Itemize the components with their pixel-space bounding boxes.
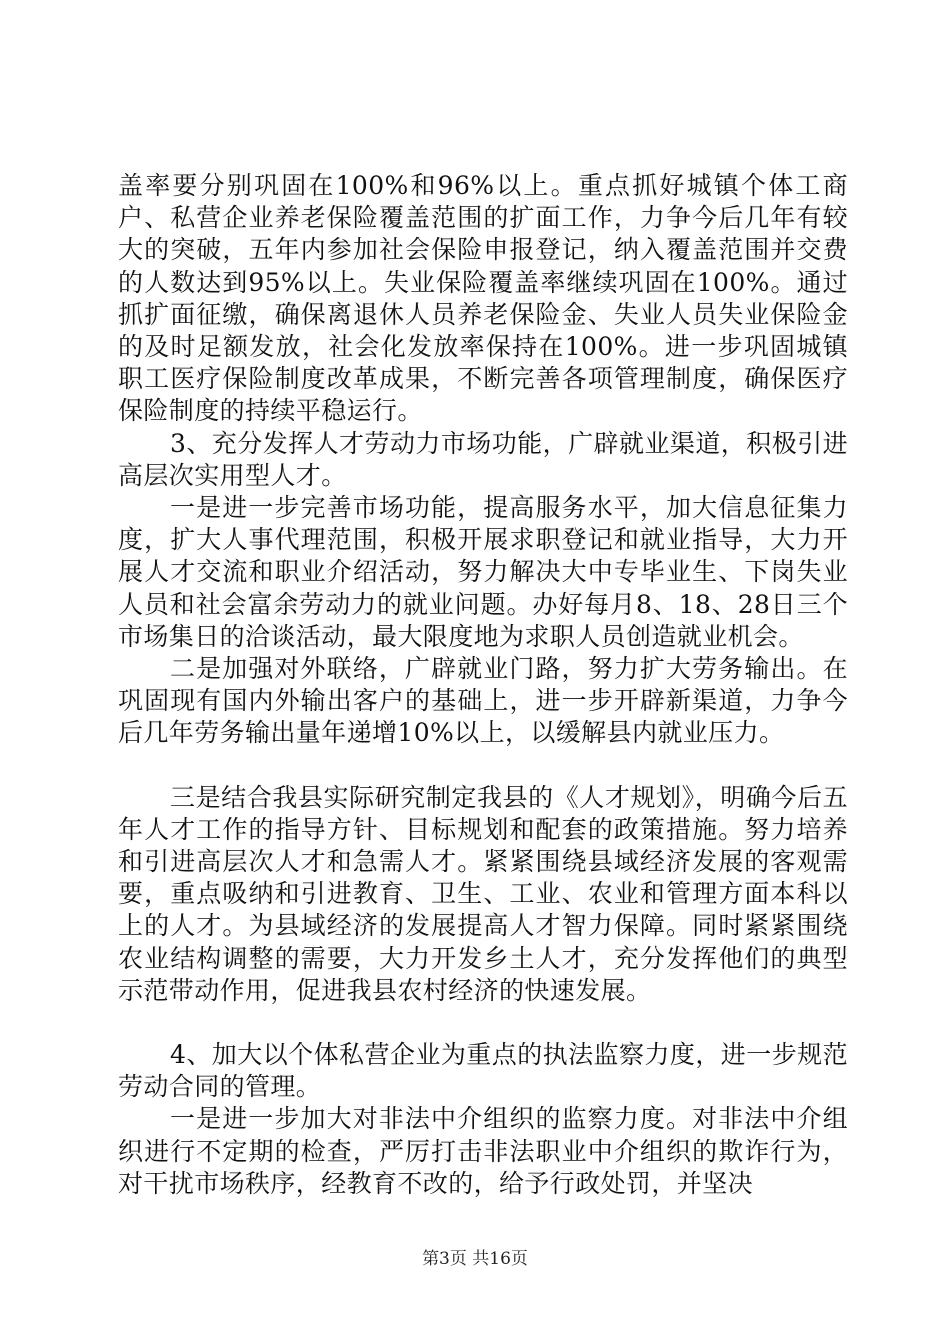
- heading-talent-market: 3、充分发挥人才劳动力市场功能，广辟就业渠道，积极引进高层次实用型人才。: [118, 428, 848, 490]
- document-body: [118, 170, 848, 1200]
- paragraph-labor-export: 二是加强对外联络，广辟就业门路，努力扩大劳务输出。在巩固现有国内外输出客户的基础上，进一步开辟新渠道，力争今后几年劳务输出量年递增10%以上，以缓解县内就业压力。: [118, 654, 848, 748]
- page-number-footer: 第3页 共16页: [422, 1249, 528, 1269]
- paragraph-illegal-agencies: 一是进一步加大对非法中介组织的监察力度。对非法中介组织进行不定期的检查，严厉打击非法职业中介组织的欺诈行为，对干扰市场秩序，经教育不改的，给予行政处罚，并坚决: [118, 1104, 848, 1198]
- paragraph-talent-plan: 三是结合我县实际研究制定我县的《人才规划》，明确今后五年人才工作的指导方针、目标规划和配套的政策措施。努力培养和引进高层次人才和急需人才。紧紧围绕县域经济发展的客观需要，重点吸纳和引进教育、卫生、工业、农业和管理方面本科以上的人才。为县域经济的发展提高人才智力保障。同时紧紧围绕农业结构调整的需要，大力开发乡土人才，充分发挥他们的典型示范带动作用，促进我县农村经济的快速发展。: [118, 782, 848, 1005]
- heading-law-enforcement: 4、加大以个体私营企业为重点的执法监察力度，进一步规范劳动合同的管理。: [118, 1040, 848, 1102]
- paragraph-market-function: 一是进一步完善市场功能，提高服务水平，加大信息征集力度，扩大人事代理范围，积极开展求职登记和就业指导，大力开展人才交流和职业介绍活动，努力解决大中专毕业生、下岗失业人员和社会富余劳动力的就业问题。办好每月8、18、28日三个市场集日的洽谈活动，最大限度地为求职人员创造就业机会。: [118, 493, 848, 651]
- paragraph-social-insurance: 盖率要分别巩固在100%和96%以上。重点抓好城镇个体工商户、私营企业养老保险覆盖范围的扩面工作，力争今后几年有较大的突破，五年内参加社会保险申报登记，纳入覆盖范围并交费的人数达到95%以上。失业保险覆盖率继续巩固在100%。通过抓扩面征缴，确保离退休人员养老保险金、失业人员失业保险金的及时足额发放，社会化发放率保持在100%。进一步巩固城镇职工医疗保险制度改革成果，不断完善各项管理制度，确保医疗保险制度的持续平稳运行。: [118, 171, 848, 426]
